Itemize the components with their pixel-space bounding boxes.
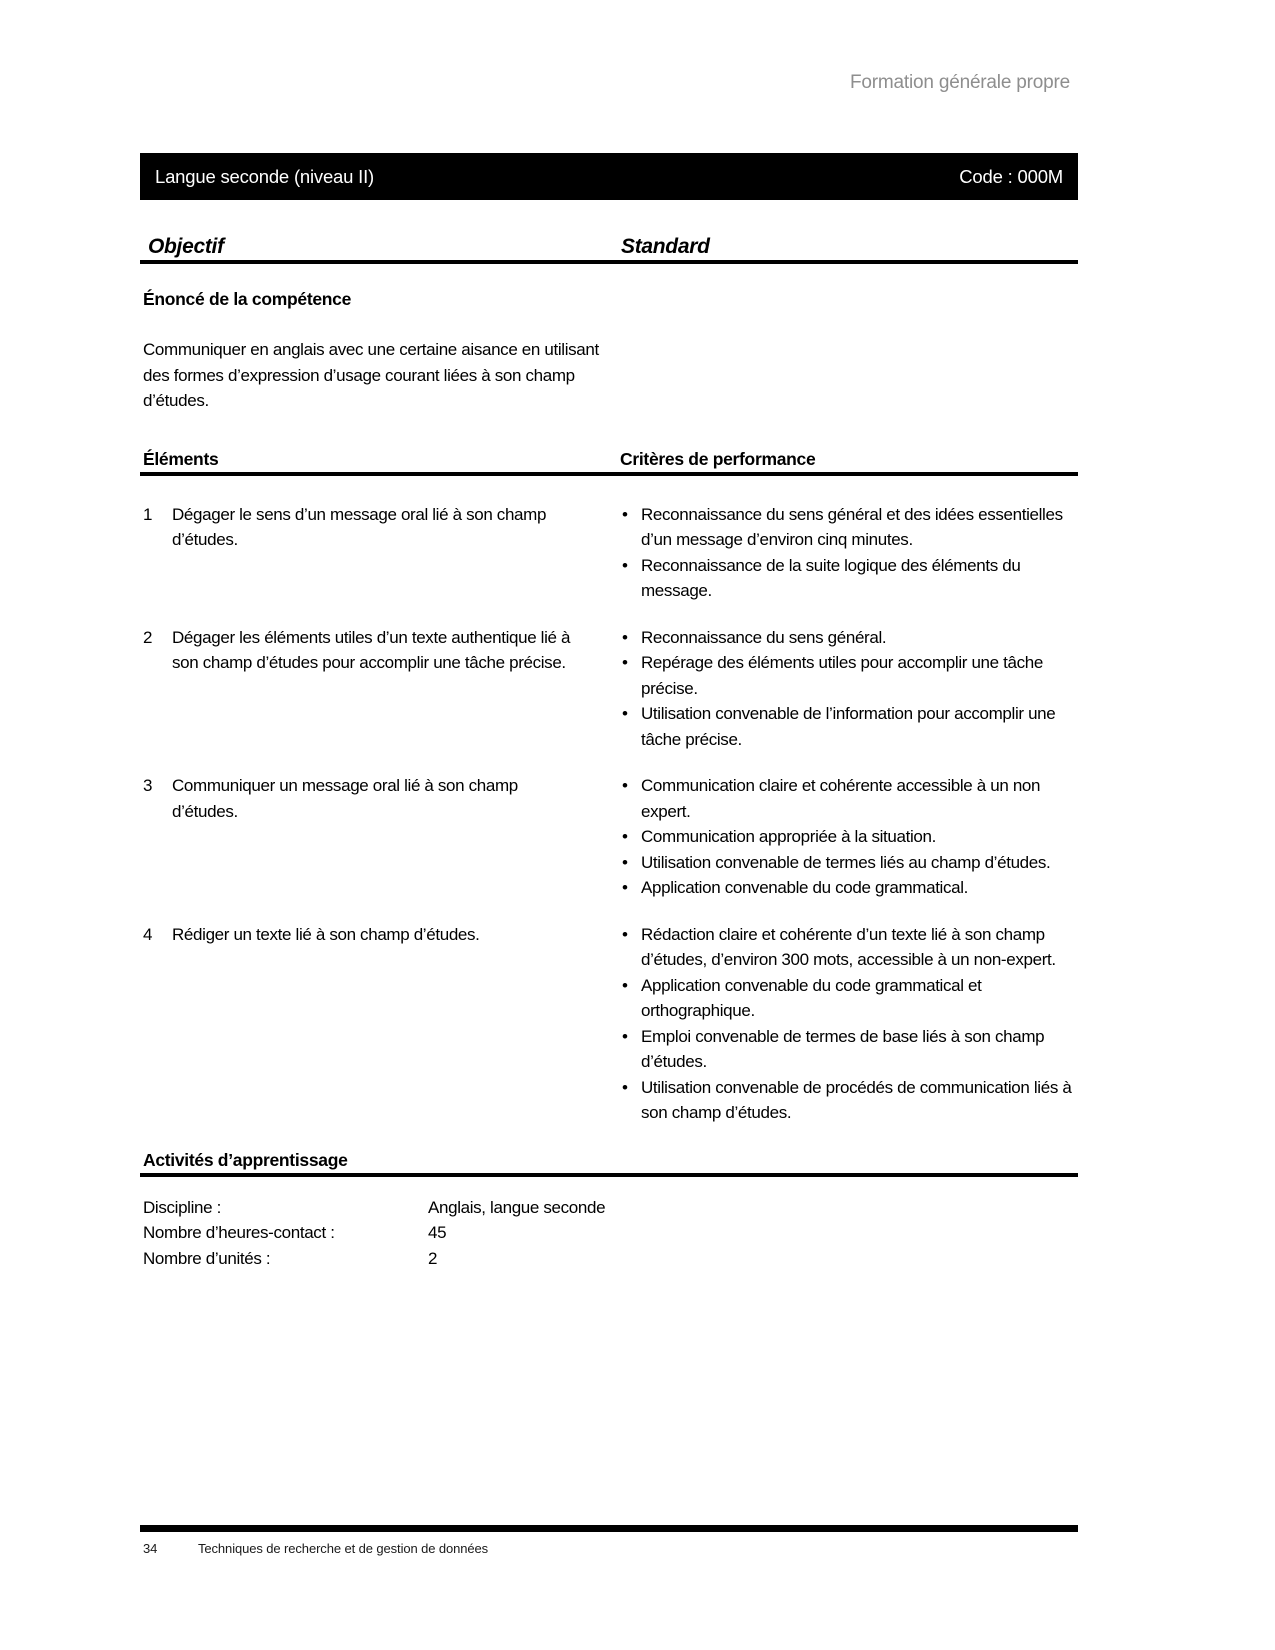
rule-under-elements (140, 472, 1078, 476)
criteria-list (620, 773, 1078, 901)
criterion-item: • Communication claire et cohérente accessible à un non expert. (620, 773, 1073, 824)
activity-label: Nombre d’unités : (143, 1248, 271, 1268)
rule-under-activites (140, 1173, 1078, 1177)
criterion-item: • Reconnaissance du sens général. (620, 625, 1073, 651)
element-text: Rédiger un texte lié à son champ d’études. (172, 924, 480, 944)
criteria-list (620, 625, 1078, 753)
objectif-header: Objectif (148, 235, 224, 258)
criterion-item: • Application convenable du code grammatical. (620, 875, 1073, 901)
rule-under-objectif (140, 260, 1078, 264)
criterion-item: • Emploi convenable de termes de base liés à son champ d’études. (620, 1024, 1073, 1075)
enonce-heading: Énoncé de la compétence (143, 289, 352, 309)
activites-table (140, 1195, 1078, 1272)
criterion-item: • Utilisation convenable de termes liés au champ d’études. (620, 850, 1073, 876)
criterion-item: • Rédaction claire et cohérente d’un texte lié à son champ d’études, d’environ 300 mots, accessible à un non-expert. (620, 922, 1073, 973)
page-number: 34 (143, 1541, 158, 1556)
criterion-item: • Application convenable du code grammatical et orthographique. (620, 973, 1073, 1024)
criteria-list (620, 922, 1078, 1126)
enonce-body: Communiquer en anglais avec une certaine aisance en utilisant des formes d’expression d’usage courant liées à son champ d’études. (143, 340, 599, 410)
criterion-item: • Reconnaissance de la suite logique des éléments du message. (620, 553, 1073, 604)
criterion-item: • Communication appropriée à la situation. (620, 824, 1073, 850)
activites-heading: Activités d’apprentissage (143, 1149, 348, 1170)
criteria-list (620, 502, 1078, 604)
elements-criteres-headers (140, 446, 1078, 472)
activity-row (143, 1246, 1078, 1272)
criteres-header: Critères de performance (620, 448, 816, 469)
element-number: 2 (143, 627, 153, 647)
criterion-item: • Utilisation convenable de procédés de communication liés à son champ d’études. (620, 1075, 1073, 1126)
activity-value: 2 (428, 1248, 438, 1268)
activity-value: 45 (428, 1223, 447, 1242)
element-cell (140, 625, 620, 753)
element-cell (140, 922, 620, 1126)
criterion-item: • Repérage des éléments utiles pour accomplir une tâche précise. (620, 650, 1073, 701)
page-footer (143, 1541, 488, 1557)
elements-table (140, 502, 1078, 1126)
course-title-bar (140, 153, 1078, 200)
footer-rule (140, 1525, 1078, 1532)
activity-row (143, 1195, 1078, 1221)
table-row (140, 773, 1078, 901)
element-number: 1 (143, 504, 153, 524)
activity-label: Discipline : (143, 1197, 221, 1217)
element-text: Dégager le sens d’un message oral lié à son champ d’études. (172, 504, 547, 549)
table-row (140, 625, 1078, 753)
page-content (140, 0, 1078, 1271)
criterion-item: • Reconnaissance du sens général et des idées essentielles d’un message d’environ cinq minutes. (620, 502, 1073, 553)
course-title: Langue seconde (niveau II) (155, 165, 375, 187)
activity-value: Anglais, langue seconde (428, 1197, 606, 1217)
running-header: Formation générale propre (850, 72, 1070, 93)
activity-row (143, 1220, 1078, 1246)
criterion-item: • Utilisation convenable de l’information pour accomplir une tâche précise. (620, 701, 1073, 752)
element-text: Communiquer un message oral lié à son champ d’études. (172, 776, 518, 821)
element-number: 4 (143, 924, 153, 944)
elements-header: Éléments (143, 448, 219, 469)
element-cell (140, 502, 620, 604)
objectif-standard-headers (140, 234, 1078, 260)
element-number: 3 (143, 776, 153, 795)
table-row (140, 922, 1078, 1126)
activity-label: Nombre d’heures-contact : (143, 1223, 335, 1242)
course-code: Code : 000M (959, 165, 1063, 187)
element-text: Dégager les éléments utiles d’un texte authentique lié à son champ d’études pour accomplir une tâche précise. (172, 627, 571, 672)
footer-title: Techniques de recherche et de gestion de données (198, 1541, 489, 1556)
table-row (140, 502, 1078, 604)
standard-header: Standard (621, 235, 710, 258)
element-cell (140, 773, 620, 901)
